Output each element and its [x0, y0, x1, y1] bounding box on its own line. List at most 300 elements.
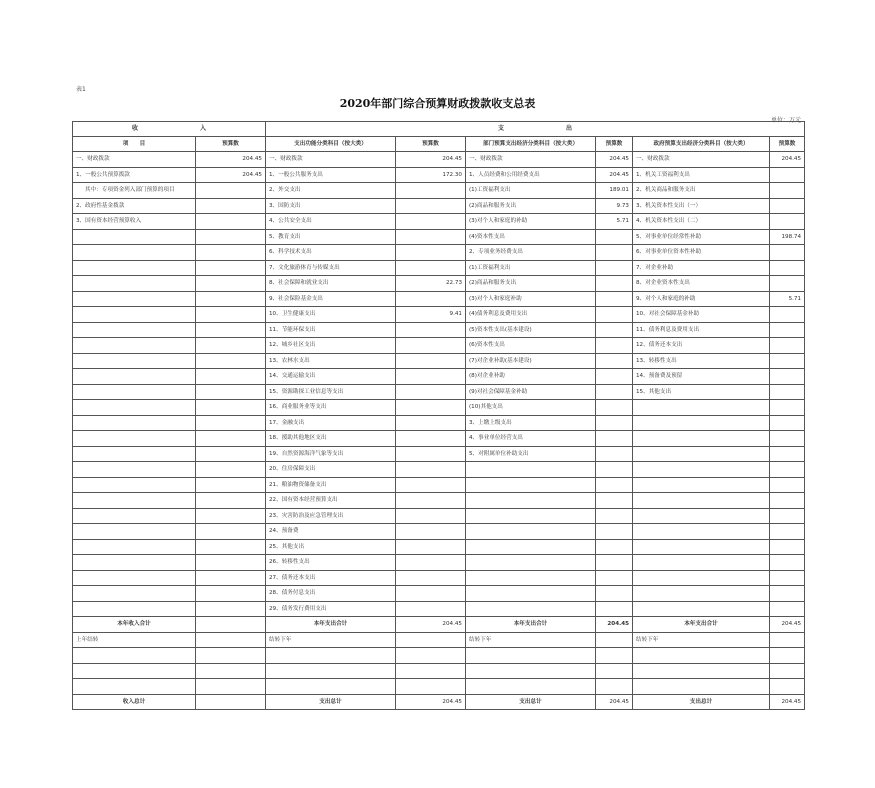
- func-value: [396, 245, 466, 261]
- blank-row: [73, 663, 805, 679]
- dept-econ-value: 9.73: [596, 198, 633, 214]
- income-year-total: 本年收入合计: [73, 617, 196, 633]
- dept-econ-value: [596, 245, 633, 261]
- income-value: [196, 353, 266, 369]
- gov-econ-value: [770, 245, 805, 261]
- gov-econ-item: 3、机关资本性支出（一）: [633, 198, 770, 214]
- income-item: 2、政府性基金拨款: [73, 198, 196, 214]
- gov-econ-item: [633, 431, 770, 447]
- income-value: [196, 555, 266, 571]
- func-item: 29、债务发行费用支出: [266, 601, 396, 617]
- func-item: 13、农林水支出: [266, 353, 396, 369]
- gov-econ-value: [770, 260, 805, 276]
- carryover-row: [73, 632, 805, 648]
- func-year-total-value: 204.45: [396, 617, 466, 633]
- income-value: [196, 570, 266, 586]
- income-value: [196, 477, 266, 493]
- table-row: [73, 353, 805, 369]
- func-value: [396, 384, 466, 400]
- gov-econ-item: 4、机关资本性支出（二）: [633, 214, 770, 230]
- dept-econ-value: [596, 307, 633, 323]
- table-row: [73, 229, 805, 245]
- gov-econ-value: [770, 183, 805, 199]
- income-item: [73, 446, 196, 462]
- func-item: 22、国有资本经营预算支出: [266, 493, 396, 509]
- income-item: [73, 586, 196, 602]
- dept-econ-item: (5)资本性支出(基本建设): [466, 322, 596, 338]
- dept-grand-total-value: 204.45: [596, 694, 633, 710]
- func-value: [396, 214, 466, 230]
- carryover-out-func: 结转下年: [266, 632, 396, 648]
- expense-label-2: 出: [566, 125, 573, 132]
- gov-econ-item: 15、其他支出: [633, 384, 770, 400]
- table-row: [73, 338, 805, 354]
- gov-econ-value: [770, 338, 805, 354]
- income-value: [196, 291, 266, 307]
- dept-econ-value: [596, 586, 633, 602]
- income-value: [196, 384, 266, 400]
- income-item: 3、国有资本经营预算收入: [73, 214, 196, 230]
- income-item: [73, 508, 196, 524]
- income-value: [196, 276, 266, 292]
- func-value: [396, 400, 466, 416]
- dept-econ-value: [596, 338, 633, 354]
- income-value: [196, 183, 266, 199]
- dept-econ-item: [466, 586, 596, 602]
- func-value: [396, 229, 466, 245]
- table-row: [73, 322, 805, 338]
- func-item: 11、节能环保支出: [266, 322, 396, 338]
- gov-econ-item: 11、债务利息及费用支出: [633, 322, 770, 338]
- dept-econ-value: 204.45: [596, 152, 633, 168]
- year-total-row: [73, 617, 805, 633]
- dept-econ-item: [466, 524, 596, 540]
- income-value: [196, 229, 266, 245]
- gov-econ-value: 204.45: [770, 152, 805, 168]
- dept-econ-value: [596, 539, 633, 555]
- func-item: 9、社会保险基金支出: [266, 291, 396, 307]
- func-value: [396, 338, 466, 354]
- dept-econ-value: [596, 524, 633, 540]
- dept-econ-item: 4、事业单位经营支出: [466, 431, 596, 447]
- income-item: [73, 322, 196, 338]
- dept-econ-item: [466, 539, 596, 555]
- func-value: [396, 431, 466, 447]
- table-row: [73, 384, 805, 400]
- gov-econ-value: [770, 555, 805, 571]
- gov-econ-item: [633, 539, 770, 555]
- income-value: [196, 198, 266, 214]
- header-row-section: [73, 122, 805, 137]
- gov-econ-value: [770, 369, 805, 385]
- func-item: 25、其他支出: [266, 539, 396, 555]
- income-item: [73, 462, 196, 478]
- gov-econ-value: [770, 353, 805, 369]
- income-item: [73, 353, 196, 369]
- gov-econ-value: [770, 601, 805, 617]
- carryover-out-gov: 结转下年: [633, 632, 770, 648]
- table-row: [73, 291, 805, 307]
- dept-econ-item: (6)资本性支出: [466, 338, 596, 354]
- table-row: [73, 214, 805, 230]
- func-value: [396, 493, 466, 509]
- func-grand-total-value: 204.45: [396, 694, 466, 710]
- table-row: [73, 260, 805, 276]
- table-row: [73, 508, 805, 524]
- table-row: [73, 493, 805, 509]
- dept-econ-value: [596, 276, 633, 292]
- table-row: [73, 539, 805, 555]
- grand-total-row: [73, 694, 805, 710]
- income-value: [196, 493, 266, 509]
- dept-econ-item: [466, 570, 596, 586]
- func-item: 19、自然资源海洋气象等支出: [266, 446, 396, 462]
- table-row: [73, 167, 805, 183]
- gov-econ-item: 13、转移性支出: [633, 353, 770, 369]
- dept-econ-value: [596, 291, 633, 307]
- income-item: [73, 338, 196, 354]
- gov-econ-item: [633, 446, 770, 462]
- gov-econ-value: [770, 462, 805, 478]
- gov-year-total: 本年支出合计: [633, 617, 770, 633]
- table-row: [73, 555, 805, 571]
- func-value: [396, 477, 466, 493]
- gov-econ-item: [633, 400, 770, 416]
- func-value: [396, 291, 466, 307]
- income-label: 收: [131, 125, 138, 132]
- income-grand-total: 收入总计: [73, 694, 196, 710]
- dept-econ-item: [466, 508, 596, 524]
- gov-econ-value: 198.74: [770, 229, 805, 245]
- income-value: [196, 415, 266, 431]
- page-title: 2020年部门综合预算财政拨款收支总表: [339, 97, 536, 110]
- func-value: [396, 415, 466, 431]
- func-value: [396, 586, 466, 602]
- func-item: 1、一般公共服务支出: [266, 167, 396, 183]
- dept-econ-item: (8)对企业补助: [466, 369, 596, 385]
- income-value: [196, 214, 266, 230]
- gov-econ-item: [633, 570, 770, 586]
- dept-econ-value: 5.71: [596, 214, 633, 230]
- func-value: 172.30: [396, 167, 466, 183]
- gov-econ-value: [770, 493, 805, 509]
- table-row: [73, 369, 805, 385]
- income-item: [73, 555, 196, 571]
- dept-econ-item: 一、财政拨款: [466, 152, 596, 168]
- func-value: [396, 353, 466, 369]
- gov-econ-value: [770, 400, 805, 416]
- func-value: [396, 260, 466, 276]
- gov-econ-value: 5.71: [770, 291, 805, 307]
- income-item: [73, 384, 196, 400]
- gov-econ-value: [770, 539, 805, 555]
- gov-econ-item: 1、机关工资福利支出: [633, 167, 770, 183]
- dept-grand-total: 支出总计: [466, 694, 596, 710]
- unit-label: 单位：万元: [770, 117, 801, 124]
- table-row: [73, 462, 805, 478]
- income-value: [196, 245, 266, 261]
- func-value: [396, 198, 466, 214]
- func-item: 3、国防支出: [266, 198, 396, 214]
- income-value: [196, 338, 266, 354]
- func-item: 7、文化旅游体育与传媒支出: [266, 260, 396, 276]
- func-item: 21、粮油物资储备支出: [266, 477, 396, 493]
- income-item: [73, 291, 196, 307]
- table-row: [73, 586, 805, 602]
- income-item: [73, 477, 196, 493]
- col-item: 项 目: [73, 137, 196, 152]
- dept-econ-value: [596, 400, 633, 416]
- func-year-total: 本年支出合计: [266, 617, 396, 633]
- income-value: 204.45: [196, 152, 266, 168]
- dept-econ-item: (4)资本性支出: [466, 229, 596, 245]
- income-item: [73, 493, 196, 509]
- gov-econ-value: [770, 446, 805, 462]
- func-value: [396, 322, 466, 338]
- dept-econ-value: [596, 477, 633, 493]
- dept-econ-value: [596, 570, 633, 586]
- table-row: [73, 570, 805, 586]
- income-item: [73, 307, 196, 323]
- func-item: 12、城乡社区支出: [266, 338, 396, 354]
- func-value: 204.45: [396, 152, 466, 168]
- income-item: [73, 415, 196, 431]
- dept-econ-value: [596, 260, 633, 276]
- dept-econ-value: [596, 446, 633, 462]
- income-item: 1、一般公共预算拨款: [73, 167, 196, 183]
- func-item: 一、财政拨款: [266, 152, 396, 168]
- gov-econ-item: [633, 415, 770, 431]
- func-item: 20、住房保障支出: [266, 462, 396, 478]
- dept-econ-value: [596, 369, 633, 385]
- dept-econ-item: [466, 477, 596, 493]
- dept-econ-item: (1)工资福利支出: [466, 183, 596, 199]
- income-item: [73, 431, 196, 447]
- func-item: 2、外交支出: [266, 183, 396, 199]
- income-item: 一、财政拨款: [73, 152, 196, 168]
- carryover-in: 上年结转: [73, 632, 196, 648]
- gov-econ-item: [633, 477, 770, 493]
- gov-econ-item: [633, 462, 770, 478]
- blank-row: [73, 648, 805, 664]
- dept-econ-item: (3)对个人和家庭补助: [466, 291, 596, 307]
- table-row: [73, 524, 805, 540]
- gov-econ-item: [633, 493, 770, 509]
- func-item: 10、卫生健康支出: [266, 307, 396, 323]
- table-row: [73, 431, 805, 447]
- col-func: 支出功能分类科目（按大类）: [266, 137, 396, 152]
- income-item: [73, 276, 196, 292]
- func-item: 5、教育支出: [266, 229, 396, 245]
- income-value: 204.45: [196, 167, 266, 183]
- gov-econ-item: [633, 524, 770, 540]
- gov-econ-item: 一、财政拨款: [633, 152, 770, 168]
- func-item: 6、科学技术支出: [266, 245, 396, 261]
- gov-econ-value: [770, 307, 805, 323]
- income-value: [196, 400, 266, 416]
- gov-econ-value: [770, 415, 805, 431]
- func-item: 27、债务还本支出: [266, 570, 396, 586]
- gov-econ-item: 8、对企业资本性支出: [633, 276, 770, 292]
- func-item: 26、转移性支出: [266, 555, 396, 571]
- gov-econ-item: 12、债务还本支出: [633, 338, 770, 354]
- income-item: 其中：专项资金列入部门预算的项目: [73, 183, 196, 199]
- gov-grand-total-value: 204.45: [770, 694, 805, 710]
- gov-econ-item: 9、对个人和家庭的补助: [633, 291, 770, 307]
- dept-econ-item: 5、对附属单位补助支出: [466, 446, 596, 462]
- func-value: [396, 183, 466, 199]
- gov-econ-item: 14、预备费及预留: [633, 369, 770, 385]
- func-value: 9.41: [396, 307, 466, 323]
- income-value: [196, 586, 266, 602]
- func-item: 24、预备费: [266, 524, 396, 540]
- gov-econ-value: [770, 477, 805, 493]
- income-item: [73, 400, 196, 416]
- dept-econ-item: (7)对企业补助(基本建设): [466, 353, 596, 369]
- dept-econ-value: [596, 353, 633, 369]
- table-row: [73, 307, 805, 323]
- func-value: [396, 555, 466, 571]
- carryover-out-dept: 结转下年: [466, 632, 596, 648]
- col-budget-4: 预算数: [770, 137, 805, 152]
- income-item: [73, 601, 196, 617]
- budget-table: [72, 121, 805, 710]
- col-budget-3: 预算数: [596, 137, 633, 152]
- income-value: [196, 462, 266, 478]
- dept-econ-item: (2)商品和服务支出: [466, 198, 596, 214]
- dept-econ-item: 1、人员经费和公用经费支出: [466, 167, 596, 183]
- dept-econ-value: [596, 601, 633, 617]
- table-row: [73, 415, 805, 431]
- income-item: [73, 260, 196, 276]
- func-value: 22.73: [396, 276, 466, 292]
- func-value: [396, 539, 466, 555]
- table-row: [73, 477, 805, 493]
- dept-econ-value: [596, 384, 633, 400]
- dept-econ-item: (9)对社会保障基金补助: [466, 384, 596, 400]
- table-row: [73, 400, 805, 416]
- income-item: [73, 524, 196, 540]
- table-tag: 表1: [76, 86, 86, 93]
- gov-econ-value: [770, 384, 805, 400]
- dept-econ-item: [466, 555, 596, 571]
- func-item: 14、交通运输支出: [266, 369, 396, 385]
- dept-econ-value: 204.45: [596, 167, 633, 183]
- dept-econ-value: 189.01: [596, 183, 633, 199]
- func-item: 4、公共安全支出: [266, 214, 396, 230]
- gov-econ-value: [770, 524, 805, 540]
- gov-econ-item: [633, 555, 770, 571]
- income-item: [73, 229, 196, 245]
- gov-econ-value: [770, 570, 805, 586]
- gov-econ-item: 10、对社会保障基金补助: [633, 307, 770, 323]
- header-row-columns: [73, 137, 805, 152]
- table-row: [73, 183, 805, 199]
- table-row: [73, 152, 805, 168]
- gov-econ-item: 2、机关商品和服务支出: [633, 183, 770, 199]
- dept-econ-item: (3)对个人和家庭的补助: [466, 214, 596, 230]
- dept-econ-value: [596, 555, 633, 571]
- table-row: [73, 276, 805, 292]
- func-value: [396, 369, 466, 385]
- income-item: [73, 570, 196, 586]
- dept-econ-item: 3、上缴上级支出: [466, 415, 596, 431]
- table-row: [73, 601, 805, 617]
- income-label-2: 入: [200, 125, 207, 132]
- gov-econ-value: [770, 322, 805, 338]
- dept-econ-value: [596, 431, 633, 447]
- func-value: [396, 524, 466, 540]
- blank-row: [73, 679, 805, 695]
- table-row: [73, 198, 805, 214]
- gov-econ-item: [633, 586, 770, 602]
- col-budget-1: 预算数: [196, 137, 266, 152]
- gov-econ-value: [770, 431, 805, 447]
- func-value: [396, 508, 466, 524]
- gov-grand-total: 支出总计: [633, 694, 770, 710]
- income-value: [196, 524, 266, 540]
- income-section-header: [73, 122, 266, 137]
- func-item: 15、资源勘探工业信息等支出: [266, 384, 396, 400]
- dept-econ-value: [596, 508, 633, 524]
- dept-year-total: 本年支出合计: [466, 617, 596, 633]
- col-dept-econ: 部门预算支出经济分类科目（按大类）: [466, 137, 596, 152]
- col-budget-2: 预算数: [396, 137, 466, 152]
- dept-econ-item: (1)工资福利支出: [466, 260, 596, 276]
- func-item: 17、金融支出: [266, 415, 396, 431]
- dept-econ-value: [596, 415, 633, 431]
- expense-section-header: [266, 122, 805, 137]
- col-gov-econ: 政府预算支出经济分类科目（按大类）: [633, 137, 770, 152]
- dept-econ-item: 2、专项业务经费支出: [466, 245, 596, 261]
- table-row: [73, 245, 805, 261]
- gov-econ-item: 5、对事业单位经常性补助: [633, 229, 770, 245]
- dept-econ-value: [596, 462, 633, 478]
- dept-econ-item: [466, 462, 596, 478]
- func-value: [396, 601, 466, 617]
- dept-econ-value: [596, 229, 633, 245]
- income-item: [73, 539, 196, 555]
- income-value: [196, 369, 266, 385]
- gov-econ-value: [770, 586, 805, 602]
- expense-label: 支: [498, 125, 505, 132]
- income-item: [73, 369, 196, 385]
- income-value: [196, 307, 266, 323]
- func-item: 28、债务付息支出: [266, 586, 396, 602]
- func-item: 16、商业服务业等支出: [266, 400, 396, 416]
- func-item: 18、援助其他地区支出: [266, 431, 396, 447]
- income-value: [196, 539, 266, 555]
- dept-econ-value: [596, 493, 633, 509]
- dept-econ-item: (2)商品和服务支出: [466, 276, 596, 292]
- table-row: [73, 446, 805, 462]
- gov-econ-item: 6、对事业单位资本性补助: [633, 245, 770, 261]
- gov-econ-value: [770, 167, 805, 183]
- income-value: [196, 446, 266, 462]
- dept-econ-item: (4)债务利息及费用支出: [466, 307, 596, 323]
- func-item: 23、灾害防治及应急管理支出: [266, 508, 396, 524]
- func-item: 8、社会保障和就业支出: [266, 276, 396, 292]
- gov-econ-item: [633, 508, 770, 524]
- income-value: [196, 260, 266, 276]
- dept-econ-value: [596, 322, 633, 338]
- gov-econ-value: [770, 276, 805, 292]
- func-value: [396, 462, 466, 478]
- income-value: [196, 508, 266, 524]
- gov-econ-value: [770, 198, 805, 214]
- func-value: [396, 446, 466, 462]
- income-value: [196, 322, 266, 338]
